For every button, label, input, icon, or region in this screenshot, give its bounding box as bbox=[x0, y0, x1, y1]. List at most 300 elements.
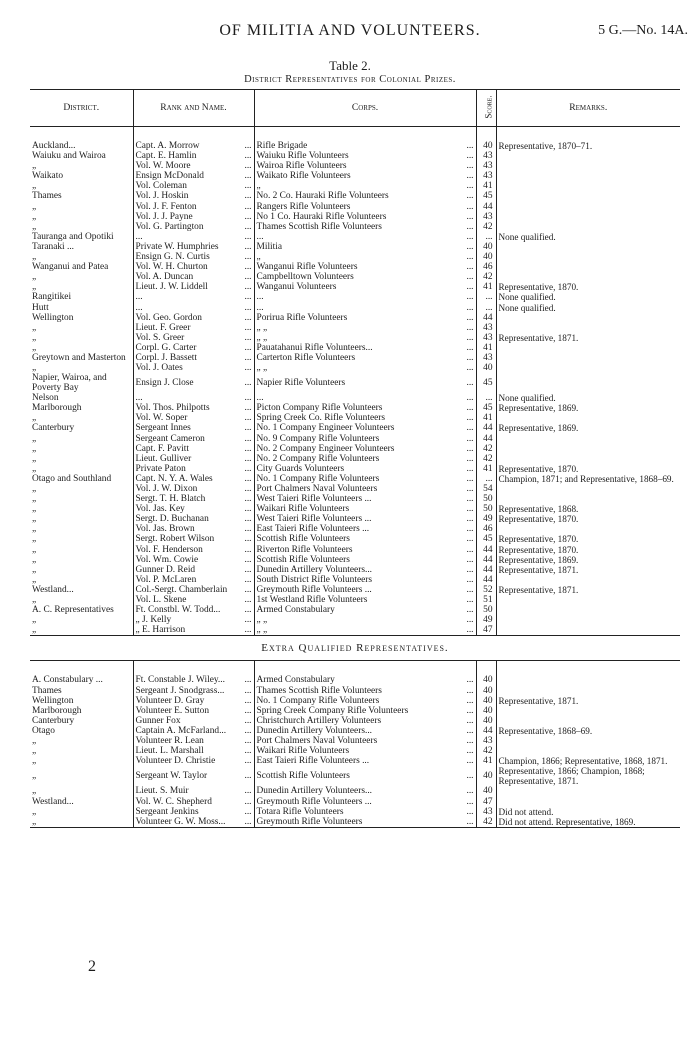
rank-name-cell-text: Sergeant Jenkins bbox=[135, 806, 199, 817]
score-cell bbox=[476, 615, 496, 625]
rank-name-cell-text: Lieut. L. Marshall bbox=[135, 746, 204, 757]
remarks-cell bbox=[496, 171, 680, 181]
rank-name-cell: Vol. P. McLaren ... bbox=[133, 575, 254, 585]
district-cell-text: „ bbox=[32, 771, 37, 782]
score-cell-text: 52 bbox=[483, 584, 493, 595]
score-cell bbox=[476, 524, 496, 534]
rank-name-cell: Sergt. D. Buchanan ... bbox=[133, 514, 254, 524]
remarks-cell bbox=[496, 807, 680, 817]
remarks-cell-text: Representative, 1871. bbox=[498, 584, 579, 595]
corps-cell: No. 2 Company Engineer Volunteers ... bbox=[254, 444, 476, 454]
rank-name-cell-text: Vol. G. Partington bbox=[135, 221, 204, 232]
remarks-cell bbox=[496, 555, 680, 565]
district-cell-text: „ bbox=[32, 544, 37, 555]
score-cell bbox=[476, 423, 496, 433]
table-row bbox=[30, 272, 680, 282]
corps-cell: ... ... bbox=[254, 232, 476, 242]
table-row bbox=[30, 534, 680, 544]
corps-cell-text: „ „ bbox=[256, 322, 268, 333]
district-cell bbox=[30, 464, 133, 474]
district-cell-text: „ bbox=[32, 463, 37, 474]
score-cell bbox=[476, 797, 496, 807]
table-row bbox=[30, 202, 680, 212]
rank-name-cell: Volunteer D. Christie ... bbox=[133, 756, 254, 766]
corps-cell-text: No. 1 Company Rifle Volunteers bbox=[256, 695, 380, 706]
rank-name-cell-text: Sergt. D. Buchanan bbox=[135, 514, 209, 525]
district-cell bbox=[30, 127, 133, 152]
corps-cell-text: Waikato Rifle Volunteers bbox=[256, 171, 351, 182]
rank-name-cell-text: Ft. Constbl. W. Todd... bbox=[135, 605, 221, 616]
rank-name-cell-text: Ensign J. Close bbox=[135, 378, 194, 389]
score-cell bbox=[476, 151, 496, 161]
district-cell-text: Auckland... bbox=[32, 141, 76, 151]
table-row bbox=[30, 353, 680, 363]
table-row bbox=[30, 303, 680, 313]
rank-name-cell: Vol. W. Moore ... bbox=[133, 161, 254, 171]
remarks-cell bbox=[496, 766, 680, 786]
remarks-cell bbox=[496, 423, 680, 433]
rank-name-cell: ... ... bbox=[133, 292, 254, 302]
rank-name-cell: Capt. N. Y. A. Wales ... bbox=[133, 474, 254, 484]
district-cell bbox=[30, 736, 133, 746]
table-row bbox=[30, 524, 680, 534]
district-cell-text: Waiuku and Wairoa bbox=[32, 151, 106, 162]
score-cell bbox=[476, 766, 496, 786]
table-row bbox=[30, 323, 680, 333]
corps-cell: Picton Company Rifle Volunteers ... bbox=[254, 403, 476, 413]
remarks-cell bbox=[496, 252, 680, 262]
corps-cell: „ „ ... bbox=[254, 615, 476, 625]
district-cell-text: Westland... bbox=[32, 796, 74, 807]
column-header-corps: Corps. bbox=[254, 90, 476, 127]
remarks-cell bbox=[496, 625, 680, 636]
score-cell-text: 43 bbox=[483, 322, 493, 333]
remarks-cell bbox=[496, 615, 680, 625]
rank-name-cell: Private Paton ... bbox=[133, 464, 254, 474]
district-cell-text: Canterbury bbox=[32, 423, 75, 434]
district-cell bbox=[30, 585, 133, 595]
rank-name-cell-text: Sergeant J. Snodgrass... bbox=[135, 685, 225, 696]
score-cell-text: 50 bbox=[483, 494, 493, 505]
district-cell bbox=[30, 373, 133, 393]
remarks-cell-text: Champion, 1866; Representative, 1868, 1871. bbox=[498, 756, 668, 767]
rank-name-cell: Lieut. J. W. Liddell ... bbox=[133, 282, 254, 292]
district-cell-text: „ bbox=[32, 161, 37, 172]
corps-cell: Riverton Rifle Volunteers ... bbox=[254, 545, 476, 555]
rank-name-cell-text: Vol. W. Soper bbox=[135, 413, 188, 424]
district-cell bbox=[30, 494, 133, 504]
extra-table-row bbox=[30, 817, 680, 828]
corps-cell-text: „ bbox=[256, 252, 261, 263]
rank-name-cell: Corpl. J. Bassett ... bbox=[133, 353, 254, 363]
district-cell bbox=[30, 504, 133, 514]
district-cell-text: „ bbox=[32, 615, 37, 626]
district-cell bbox=[30, 706, 133, 716]
rank-name-cell: Vol. J. Hoskin ... bbox=[133, 191, 254, 201]
district-cell-text: Thames bbox=[32, 191, 62, 202]
rank-name-cell: Vol. Jas. Brown ... bbox=[133, 524, 254, 534]
district-cell-text: „ bbox=[32, 342, 37, 353]
score-cell bbox=[476, 292, 496, 302]
score-cell-text: 50 bbox=[483, 605, 493, 616]
rank-name-cell: ... ... bbox=[133, 303, 254, 313]
table-row bbox=[30, 222, 680, 232]
score-cell-text: 44 bbox=[483, 312, 493, 323]
district-cell-text: Rangitikei bbox=[32, 292, 72, 303]
extra-table-row bbox=[30, 807, 680, 817]
rank-name-cell: Sergeant J. Snodgrass... ... bbox=[133, 686, 254, 696]
district-cell bbox=[30, 363, 133, 373]
corps-cell: Armed Constabulary ... bbox=[254, 661, 476, 686]
rank-name-cell-text: Volunteer R. Lean bbox=[135, 735, 204, 746]
district-cell-text: „ bbox=[32, 514, 37, 525]
corps-cell: Greymouth Rifle Volunteers ... ... bbox=[254, 797, 476, 807]
rank-name-cell: Lieut. S. Muir ... bbox=[133, 786, 254, 796]
corps-cell: Totara Rifle Volunteers ... bbox=[254, 807, 476, 817]
district-cell-text: „ bbox=[32, 363, 37, 374]
corps-cell: No. 9 Company Rifle Volunteers ... bbox=[254, 434, 476, 444]
district-cell-text: „ bbox=[32, 201, 37, 212]
corps-cell-text: Thames Scottish Rifle Volunteers bbox=[256, 221, 382, 232]
rank-name-cell-text: Lieut. S. Muir bbox=[135, 786, 189, 797]
score-cell bbox=[476, 191, 496, 201]
score-cell-text: 44 bbox=[483, 433, 493, 444]
score-cell bbox=[476, 363, 496, 373]
table-row bbox=[30, 464, 680, 474]
district-cell-text: Taranaki ... bbox=[32, 241, 75, 252]
district-cell bbox=[30, 191, 133, 201]
score-cell bbox=[476, 262, 496, 272]
table-title: Table 2. bbox=[329, 58, 371, 73]
remarks-cell bbox=[496, 756, 680, 766]
score-cell bbox=[476, 807, 496, 817]
rank-name-cell: Private W. Humphries ... bbox=[133, 242, 254, 252]
district-cell bbox=[30, 434, 133, 444]
table-row bbox=[30, 343, 680, 353]
district-cell bbox=[30, 282, 133, 292]
corps-cell: Scottish Rifle Volunteers ... bbox=[254, 534, 476, 544]
corps-cell-text: Picton Company Rifle Volunteers bbox=[256, 403, 383, 414]
remarks-cell bbox=[496, 413, 680, 423]
rank-name-cell-text: Volunteer E. Sutton bbox=[135, 705, 210, 716]
district-cell bbox=[30, 726, 133, 736]
score-cell-text: 50 bbox=[483, 504, 493, 515]
score-cell bbox=[476, 282, 496, 292]
rank-name-cell-text: Vol. W. Moore bbox=[135, 161, 191, 172]
running-title: OF MILITIA AND VOLUNTEERS. bbox=[219, 22, 481, 39]
rank-name-cell-text: Sergt. T. H. Blatch bbox=[135, 494, 206, 505]
score-cell-text: 40 bbox=[483, 675, 493, 686]
score-cell bbox=[476, 595, 496, 605]
district-cell bbox=[30, 484, 133, 494]
table-row bbox=[30, 615, 680, 625]
score-cell-text: 43 bbox=[483, 735, 493, 746]
corps-cell: ... ... bbox=[254, 292, 476, 302]
score-cell-text: 41 bbox=[483, 756, 493, 767]
corps-cell-text: Waiuku Rifle Volunteers bbox=[256, 151, 349, 162]
corps-cell-text: No. 2 Company Rifle Volunteers bbox=[256, 453, 380, 464]
rank-name-cell-text: Lieut. F. Greer bbox=[135, 322, 191, 333]
district-cell bbox=[30, 272, 133, 282]
district-cell bbox=[30, 817, 133, 828]
table-row bbox=[30, 313, 680, 323]
score-cell bbox=[476, 484, 496, 494]
table-row bbox=[30, 151, 680, 161]
table-row bbox=[30, 212, 680, 222]
score-cell bbox=[476, 504, 496, 514]
score-cell bbox=[476, 454, 496, 464]
district-cell-text: Wellington bbox=[32, 695, 74, 706]
score-cell-text: 43 bbox=[483, 211, 493, 222]
corps-cell: No. 2 Company Rifle Volunteers ... bbox=[254, 454, 476, 464]
corps-cell: „ ... bbox=[254, 181, 476, 191]
district-cell bbox=[30, 595, 133, 605]
table-row bbox=[30, 575, 680, 585]
district-cell bbox=[30, 212, 133, 222]
rank-name-cell-text: Lieut. J. W. Liddell bbox=[135, 282, 208, 293]
corps-cell-text: Scottish Rifle Volunteers bbox=[256, 554, 350, 565]
extra-table-row bbox=[30, 797, 680, 807]
district-cell bbox=[30, 534, 133, 544]
rank-name-cell: Vol. Thos. Philpotts ... bbox=[133, 403, 254, 413]
corps-cell: South District Rifle Volunteers ... bbox=[254, 575, 476, 585]
rank-name-cell: Vol. W. C. Shepherd ... bbox=[133, 797, 254, 807]
rank-name-cell: Ft. Constbl. W. Todd... ... bbox=[133, 605, 254, 615]
district-cell bbox=[30, 423, 133, 433]
district-cell bbox=[30, 313, 133, 323]
district-cell-text: „ bbox=[32, 332, 37, 343]
rank-name-cell: Gunner D. Reid ... bbox=[133, 565, 254, 575]
table-row bbox=[30, 625, 680, 636]
rank-name-cell: Sergeant W. Taylor ... bbox=[133, 766, 254, 786]
rank-name-cell-text: „ E. Harrison bbox=[135, 625, 186, 636]
score-cell bbox=[476, 303, 496, 313]
rank-name-cell-text: Vol. Coleman bbox=[135, 181, 187, 192]
corps-cell: Scottish Rifle Volunteers ... bbox=[254, 555, 476, 565]
table-row bbox=[30, 242, 680, 252]
corps-cell: Port Chalmers Naval Volunteers ... bbox=[254, 484, 476, 494]
remarks-cell-text: Did not attend. Representative, 1869. bbox=[498, 816, 636, 827]
district-cell bbox=[30, 615, 133, 625]
corps-cell-text: Campbelltown Volunteers bbox=[256, 272, 354, 283]
district-cell bbox=[30, 797, 133, 807]
rank-name-cell: Captain A. McFarland... ... bbox=[133, 726, 254, 736]
remarks-cell bbox=[496, 696, 680, 706]
rank-name-cell: Vol. J. W. Dixon ... bbox=[133, 484, 254, 494]
score-cell bbox=[476, 393, 496, 403]
remarks-cell bbox=[496, 363, 680, 373]
district-cell bbox=[30, 686, 133, 696]
remarks-cell bbox=[496, 716, 680, 726]
rank-name-cell-text: Corpl. J. Bassett bbox=[135, 352, 197, 363]
extra-table-row bbox=[30, 746, 680, 756]
district-cell-text: Westland... bbox=[32, 584, 74, 595]
district-cell-text: „ bbox=[32, 554, 37, 565]
score-cell-text: 41 bbox=[483, 463, 493, 474]
score-cell bbox=[476, 706, 496, 716]
corps-cell-text: ... bbox=[256, 393, 264, 404]
corps-cell-text: South District Rifle Volunteers bbox=[256, 574, 373, 585]
district-cell bbox=[30, 292, 133, 302]
district-cell-text: „ bbox=[32, 524, 37, 535]
remarks-cell-text: Representative, 1868. bbox=[498, 504, 579, 515]
table-row bbox=[30, 191, 680, 201]
rank-name-cell-text: Vol. Wm. Cowie bbox=[135, 554, 199, 565]
district-cell-text: Wanganui and Patea bbox=[32, 262, 109, 273]
corps-cell: Armed Constabulary ... bbox=[254, 605, 476, 615]
score-cell bbox=[476, 575, 496, 585]
district-cell bbox=[30, 766, 133, 786]
column-header-district: District. bbox=[30, 90, 133, 127]
rank-name-cell-text: Vol. W. C. Shepherd bbox=[135, 796, 212, 807]
corps-cell: Dunedin Artillery Volunteers... ... bbox=[254, 726, 476, 736]
remarks-cell bbox=[496, 373, 680, 393]
score-cell-text: 43 bbox=[483, 151, 493, 162]
district-cell bbox=[30, 353, 133, 363]
corps-cell: City Guards Volunteers ... bbox=[254, 464, 476, 474]
remarks-cell bbox=[496, 661, 680, 686]
district-cell bbox=[30, 454, 133, 464]
rank-name-cell: Lieut. L. Marshall ... bbox=[133, 746, 254, 756]
corps-cell-text: „ „ bbox=[256, 363, 268, 374]
score-cell bbox=[476, 313, 496, 323]
rank-name-cell-text: Corpl. G. Carter bbox=[135, 342, 197, 353]
rank-name-cell: Ensign J. Close ... bbox=[133, 373, 254, 393]
district-cell-text: „ bbox=[32, 221, 37, 232]
district-cell-text: „ bbox=[32, 484, 37, 494]
corps-cell: No. 1 Company Engineer Volunteers ... bbox=[254, 423, 476, 433]
district-cell-text: „ bbox=[32, 453, 37, 464]
corps-cell: Waikari Rifle Volunteers ... bbox=[254, 504, 476, 514]
district-cell bbox=[30, 181, 133, 191]
score-cell bbox=[476, 413, 496, 423]
corps-cell-text: City Guards Volunteers bbox=[256, 463, 345, 474]
rank-name-cell-text: ... bbox=[135, 302, 143, 313]
district-cell-text: Canterbury bbox=[32, 715, 75, 726]
rank-name-cell: Volunteer R. Lean ... bbox=[133, 736, 254, 746]
corps-cell-text: No. 9 Company Rifle Volunteers bbox=[256, 433, 380, 444]
score-cell bbox=[476, 625, 496, 636]
remarks-cell bbox=[496, 202, 680, 212]
corps-cell: Carterton Rifle Volunteers ... bbox=[254, 353, 476, 363]
district-cell-text: Napier, Wairoa, and Poverty Bay bbox=[32, 373, 107, 394]
extra-table-row bbox=[30, 686, 680, 696]
remarks-cell bbox=[496, 282, 680, 292]
rank-name-cell: Vol. J. J. Payne ... bbox=[133, 212, 254, 222]
district-cell-text: „ bbox=[32, 746, 37, 757]
corps-cell-text: Riverton Rifle Volunteers bbox=[256, 544, 353, 555]
corps-cell-text: Dunedin Artillery Volunteers... bbox=[256, 786, 373, 797]
remarks-cell-text: Representative, 1870. bbox=[498, 282, 579, 293]
score-cell bbox=[476, 817, 496, 828]
score-cell-text: 44 bbox=[483, 423, 493, 434]
district-cell-text: Nelson bbox=[32, 393, 59, 404]
corps-cell-text: Greymouth Rifle Volunteers ... bbox=[256, 796, 372, 807]
extra-table-body bbox=[30, 661, 680, 827]
rank-name-cell: Vol. A. Duncan ... bbox=[133, 272, 254, 282]
score-cell bbox=[476, 585, 496, 595]
rank-name-cell: Gunner Fox ... bbox=[133, 716, 254, 726]
corps-cell: Dunedin Artillery Volunteers... ... bbox=[254, 565, 476, 575]
extra-table-row bbox=[30, 786, 680, 796]
score-cell bbox=[476, 353, 496, 363]
score-cell-text: 44 bbox=[483, 725, 493, 736]
corps-cell-text: ... bbox=[256, 231, 264, 242]
rank-name-cell-text: Vol. J. Hoskin bbox=[135, 191, 189, 202]
score-cell bbox=[476, 212, 496, 222]
district-cell-text: „ bbox=[32, 252, 37, 263]
district-cell bbox=[30, 262, 133, 272]
score-cell bbox=[476, 736, 496, 746]
corps-cell: Spring Creek Company Rifle Volunteers ... bbox=[254, 706, 476, 716]
corps-cell-text: East Taieri Rifle Volunteers ... bbox=[256, 524, 370, 535]
score-cell bbox=[476, 555, 496, 565]
rank-name-cell-text: Capt. A. Morrow bbox=[135, 141, 200, 151]
remarks-cell-text: Representative, 1871. bbox=[498, 332, 579, 343]
corps-cell: Christchurch Artillery Volunteers ... bbox=[254, 716, 476, 726]
corps-cell-text: Wairoa Rifle Volunteers bbox=[256, 161, 347, 172]
rank-name-cell-text: Vol. P. McLaren bbox=[135, 574, 197, 585]
remarks-cell bbox=[496, 545, 680, 555]
remarks-cell bbox=[496, 292, 680, 302]
district-cell bbox=[30, 444, 133, 454]
rank-name-cell: ... ... bbox=[133, 232, 254, 242]
corps-cell-text: ... bbox=[256, 292, 264, 303]
rank-name-cell-text: Capt. E. Hamlin bbox=[135, 151, 197, 162]
column-header-rank-name: Rank and Name. bbox=[133, 90, 254, 127]
score-cell-text: 43 bbox=[483, 352, 493, 363]
district-cell bbox=[30, 625, 133, 636]
corps-cell-text: Pauatahanui Rifle Volunteers... bbox=[256, 342, 373, 353]
table-row bbox=[30, 252, 680, 262]
table-row bbox=[30, 504, 680, 514]
corps-cell: Waikato Rifle Volunteers ... bbox=[254, 171, 476, 181]
rank-name-cell: Corpl. G. Carter ... bbox=[133, 343, 254, 353]
rank-name-cell-text: Volunteer G. W. Moss... bbox=[135, 816, 226, 827]
column-header-score bbox=[476, 90, 496, 127]
corps-cell-text: Rifle Brigade bbox=[256, 141, 308, 151]
district-cell bbox=[30, 524, 133, 534]
remarks-cell bbox=[496, 212, 680, 222]
remarks-cell bbox=[496, 565, 680, 575]
score-cell-text: 47 bbox=[483, 625, 493, 636]
rank-name-cell: Lieut. Gulliver ... bbox=[133, 454, 254, 464]
rank-name-cell-text: Sergeant Innes bbox=[135, 423, 191, 434]
rank-name-cell-text: Ensign McDonald bbox=[135, 171, 204, 182]
remarks-cell bbox=[496, 736, 680, 746]
corps-cell: ... ... bbox=[254, 303, 476, 313]
representatives-table bbox=[30, 89, 680, 828]
corps-cell-text: Waikari Rifle Volunteers bbox=[256, 746, 350, 757]
rank-name-cell: Vol. G. Partington ... bbox=[133, 222, 254, 232]
corps-cell: West Taieri Rifle Volunteers ... ... bbox=[254, 494, 476, 504]
remarks-cell bbox=[496, 474, 680, 484]
remarks-cell bbox=[496, 444, 680, 454]
corps-cell: Wanganui Volunteers ... bbox=[254, 282, 476, 292]
district-cell bbox=[30, 393, 133, 403]
main-table-body bbox=[30, 127, 680, 636]
corps-cell-text: Dunedin Artillery Volunteers... bbox=[256, 564, 373, 575]
score-cell-text: ... bbox=[485, 292, 493, 303]
remarks-cell bbox=[496, 242, 680, 252]
score-cell bbox=[476, 403, 496, 413]
corps-cell: Scottish Rifle Volunteers ... bbox=[254, 766, 476, 786]
district-cell-text: Greytown and Masterton bbox=[32, 353, 126, 364]
corps-cell: Spring Creek Co. Rifle Volunteers ... bbox=[254, 413, 476, 423]
corps-cell: No. 2 Co. Hauraki Rifle Volunteers ... bbox=[254, 191, 476, 201]
corps-cell-text: Dunedin Artillery Volunteers... bbox=[256, 725, 373, 736]
rank-name-cell-text: Vol. J. J. Payne bbox=[135, 211, 193, 222]
